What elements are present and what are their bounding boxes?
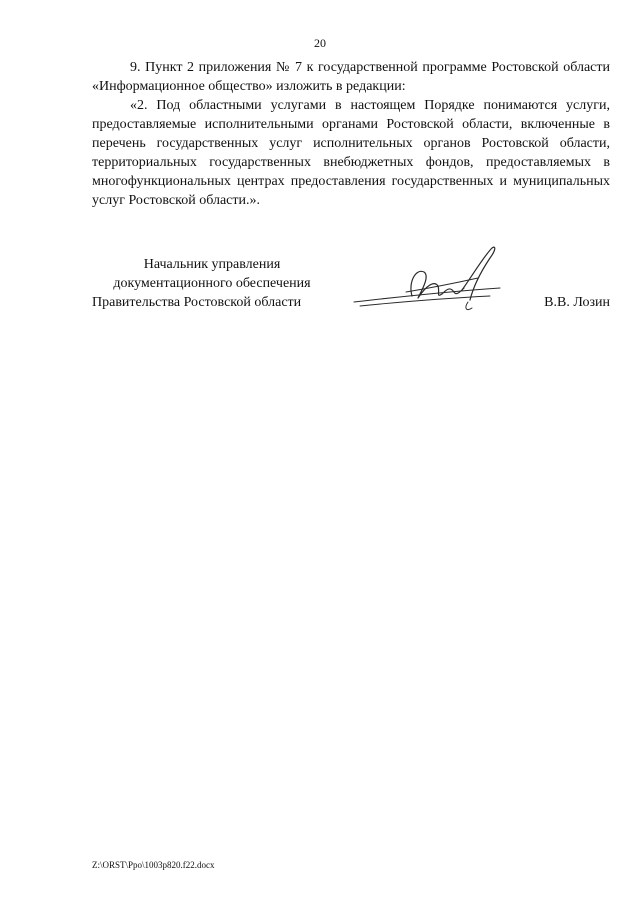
quoted-paragraph: «2. Под областными услугами в настоящем Порядке понимаются услуги, предоставляемые исполнительными органами Ростовской области, включенные в перечень государственных услуг исполнительных органов Ростовской области, территориальных государственных внебюджетных фондов, предоставляемых в многофункциональных центрах предоставления государственных и муниципальных услуг Ростовской области.». <box>92 98 610 208</box>
signatory-position <box>92 255 332 312</box>
page-number: 20 <box>314 36 326 50</box>
signatory-position-line: Начальник управления <box>143 257 281 272</box>
file-path-footer: Z:\ORST\Ppo\1003p820.f22.docx <box>92 860 215 870</box>
signatory-position-line: Правительства Ростовской области <box>92 295 302 310</box>
signature-block <box>92 255 610 325</box>
amendment-paragraph: 9. Пункт 2 приложения № 7 к государственной программе Ростовской области «Информационное общество» изложить в редакции: <box>92 60 610 94</box>
handwritten-signature <box>350 242 510 322</box>
signatory-name: В.В. Лозин <box>544 295 610 310</box>
signatory-position-line: документационного обеспечения <box>113 276 311 291</box>
document-body <box>92 58 610 210</box>
